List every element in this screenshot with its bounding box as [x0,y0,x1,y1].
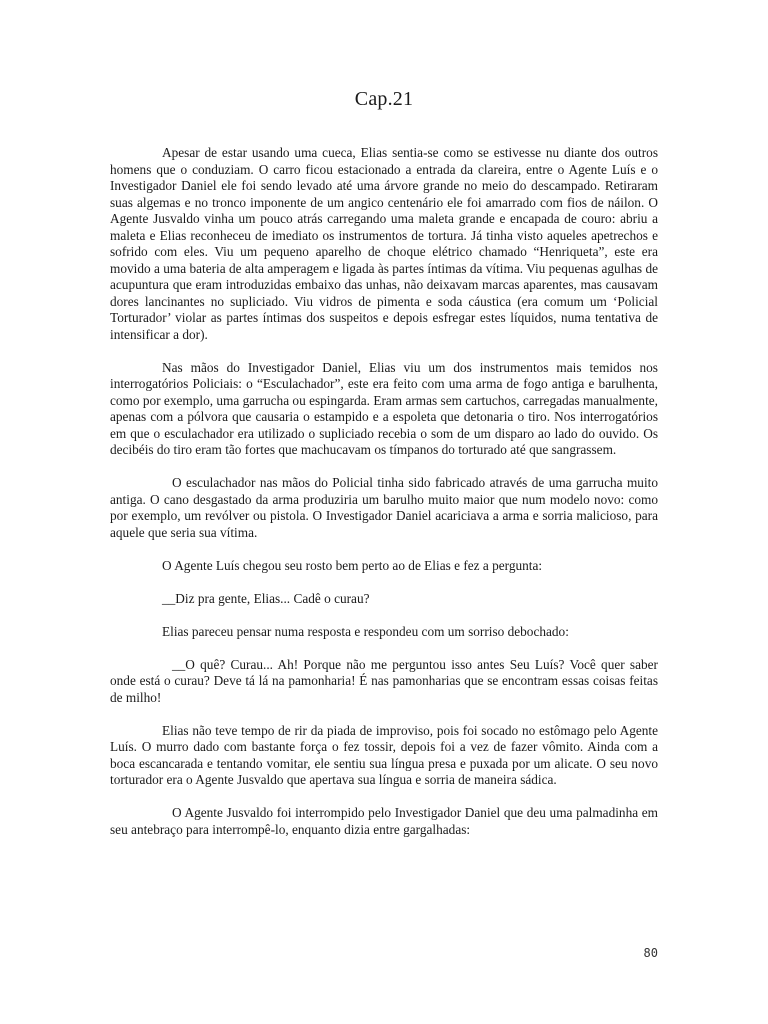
paragraph: Nas mãos do Investigador Daniel, Elias viu um dos instrumentos mais temidos nos interrogatórios Policiais: o “Esculachador”, este era feito com uma arma de fogo antiga e barulhenta, como por exemplo, uma garrucha ou espingarda. Eram armas sem cartuchos, carregadas manualmente, apenas com a pólvora que causaria o estampido e a espoleta que detonaria o tiro. Nos interrogatórios em que o esculachador era utilizado o supliciado recebia o som de um disparo ao lado do ouvido. Os decibéis do tiro eram tão fortes que machucavam os tímpanos do torturado até que sangrassem. [110,359,658,457]
paragraph: Apesar de estar usando uma cueca, Elias sentia-se como se estivesse nu diante dos outros homens que o conduziam. O carro ficou estacionado a entrada da clareira, entre o Agente Luís e o Investigador Daniel ele foi sendo levado até uma árvore grande no meio do descampado. Retiraram suas algemas e no tronco imponente de um angico centenário ele foi amarrado com fios de náilon. O Agente Jusvaldo vinha um pouco atrás carregando uma maleta grande e encapada de couro: abriu a maleta e Elias reconheceu de imediato os instrumentos de tortura. Já tinha visto aqueles apetrechos e sofrido com eles. Viu um pequeno aparelho de choque elétrico chamado “Henriqueta”, este era movido a uma bateria de alta amperagem e ligada às partes íntimas da vítima. Viu pequenas agulhas de acupuntura que eram introduzidas embaixo das unhas, não deixavam marcas aparentes, mas causavam dores lancinantes no supliciado. Viu vidros de pimenta e soda cáustica (era comum um ‘Policial Torturador’ violar as partes íntimas dos suspeitos e depois esfregar estes líquidos, numa tentativa de intensificar a dor). [110,145,658,342]
paragraph: O Agente Luís chegou seu rosto bem perto ao de Elias e fez a pergunta: [162,557,543,573]
dialogue-line: __O quê? Curau... Ah! Porque não me perguntou isso antes Seu Luís? Você quer saber onde está o curau? Deve tá lá na pamonharia! É nas pamonharias que se encontram essas coisas feitas de milho! [110,656,658,705]
body-text [110,145,658,855]
dialogue-line: __Diz pra gente, Elias... Cadê o curau? [162,590,370,606]
paragraph: O Agente Jusvaldo foi interrompido pelo Investigador Daniel que deu uma palmadinha em seu antebraço para interrompê-lo, enquanto dizia entre gargalhadas: [110,805,658,837]
paragraph: Elias pareceu pensar numa resposta e respondeu com um sorriso debochado: [162,623,569,639]
chapter-title: Cap.21 [354,88,414,110]
paragraph: Elias não teve tempo de rir da piada de improviso, pois foi socado no estômago pelo Agente Luís. O murro dado com bastante força o fez tossir, depois foi a vez de fazer vômito. Ainda com a boca escancarada e tentando vomitar, ele sentiu sua língua presa e puxada por um alicate. O seu novo torturador era o Agente Jusvaldo que apertava sua língua e sorria de maneira sádica. [110,722,658,787]
paragraph: O esculachador nas mãos do Policial tinha sido fabricado através de uma garrucha muito antiga. O cano desgastado da arma produziria um barulho muito maior que num modelo novo: como por exemplo, um revólver ou pistola. O Investigador Daniel acariciava a arma e sorria malicioso, para aquele que seria sua vítima. [110,475,658,540]
page-number: 80 [643,946,658,960]
